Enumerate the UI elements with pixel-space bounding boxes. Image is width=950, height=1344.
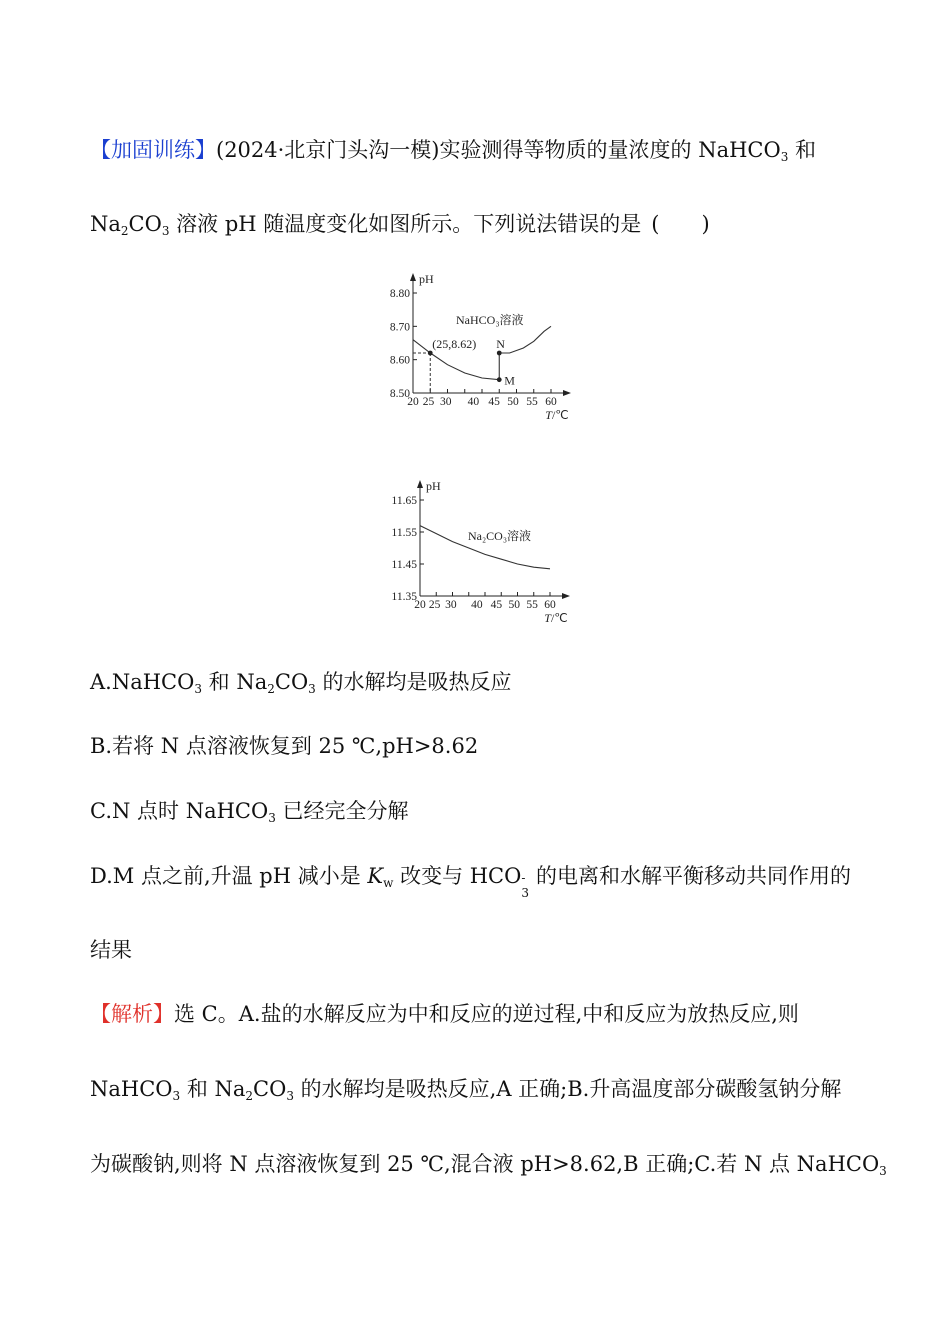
hco3-subscript: 3	[521, 886, 529, 900]
option-a-text-2: 和 Na	[201, 670, 268, 694]
nahco3-ph-chart	[375, 258, 580, 428]
x-tick-label: 45	[488, 396, 500, 408]
analysis-line-3	[90, 1149, 887, 1179]
x-tick-label: 30	[440, 396, 452, 408]
option-d-line-2	[90, 935, 870, 965]
x-tick-label: 50	[508, 599, 520, 611]
stem-text-2b: CO	[128, 212, 162, 236]
series-label-nahco3: NaHCO₃溶液	[456, 313, 524, 327]
analysis-text-1: 选 C。A.盐的水解反应为中和反应的逆过程,中和反应为放热反应,则	[174, 1002, 799, 1026]
x-axis-label: T/℃	[544, 611, 568, 625]
stem-text-1a: 实验测得等物质的量浓度的 NaHCO	[439, 138, 781, 162]
analysis-sub-2a: 3	[172, 1089, 181, 1103]
x-tick-label: 45	[490, 599, 503, 611]
point-label-n: N	[496, 337, 505, 351]
analysis-text-2d: 的水解均是吸热反应,A 正确;B.升高温度部分碳酸氢钠分解	[293, 1077, 842, 1101]
stem-sub-1: 3	[780, 150, 789, 164]
stem-sub-2a: 2	[120, 224, 129, 238]
hco3-superscript: -	[521, 871, 526, 885]
point-label-m: M	[504, 373, 515, 388]
x-tick-label: 60	[544, 599, 556, 611]
y-tick-label: 11.35	[391, 591, 417, 603]
y-tick-label: 8.80	[389, 288, 410, 300]
point-25-862	[428, 351, 433, 356]
option-a-text-3: CO	[274, 670, 309, 694]
option-c-sub-1: 3	[268, 811, 276, 825]
x-tick-label: 55	[526, 396, 538, 408]
analysis-text-2b: 和 Na	[180, 1077, 246, 1101]
option-c-text-1: C.N 点时 NaHCO	[90, 799, 269, 823]
x-axis-arrow	[562, 593, 570, 599]
x-axis-label: T/℃	[545, 408, 569, 422]
option-a-sub-2: 2	[267, 682, 275, 696]
analysis-line-1	[90, 999, 870, 1029]
analysis-sub-3a: 3	[879, 1164, 887, 1178]
option-a-text-1: A.NaHCO	[90, 670, 195, 694]
analysis-line-2	[90, 1074, 870, 1104]
option-d-text-2: 改变与 HCO	[393, 864, 522, 888]
question-source: (2024·北京门头沟一模)	[216, 138, 440, 162]
series-label-na2co3: Na₂CO₃溶液	[468, 529, 532, 543]
x-tick-label: 25	[422, 396, 435, 408]
x-tick-label: 20	[407, 396, 419, 408]
option-c-text-2: 已经完全分解	[275, 799, 409, 823]
analysis-tag: 【解析】	[90, 1002, 174, 1026]
stem-text-2c: 溶液 pH 随温度变化如图所示。下列说法错误的是	[169, 212, 642, 236]
question-stem-line-1	[90, 135, 870, 165]
x-axis-arrow	[563, 390, 571, 396]
point-m	[497, 377, 502, 382]
option-d-text-1: D.M 点之前,升温 pH 减小是	[90, 864, 368, 888]
option-b	[90, 731, 870, 761]
hco3-charge-stack	[521, 871, 529, 900]
option-d-line-1	[90, 861, 870, 900]
x-tick-label: 55	[526, 599, 538, 611]
option-a-sub-1: 3	[194, 682, 202, 696]
option-a-text-4: 的水解均是吸热反应	[315, 670, 512, 694]
y-axis-arrow	[417, 480, 423, 488]
option-d-text-3: 的电离和水解平衡移动共同作用的	[529, 864, 852, 888]
stem-text-1b: 和	[788, 138, 817, 162]
x-tick-label: 50	[507, 396, 519, 408]
option-a	[90, 667, 870, 697]
option-d-kw-sub: w	[383, 876, 394, 890]
option-d-text-4: 结果	[90, 938, 132, 962]
y-tick-label: 8.70	[389, 321, 410, 334]
y-tick-label: 11.45	[391, 559, 417, 571]
y-axis-arrow	[410, 273, 416, 281]
analysis-sub-2b: 2	[245, 1089, 254, 1103]
stem-sub-2b: 3	[161, 224, 170, 238]
data-curve-after-n	[499, 326, 551, 353]
x-tick-label: 60	[545, 396, 557, 408]
y-axis-label: pH	[419, 272, 434, 286]
analysis-text-2c: CO	[253, 1077, 287, 1101]
analysis-sub-2c: 3	[286, 1089, 294, 1103]
point-n	[497, 351, 502, 356]
option-d-kw: K	[367, 864, 384, 888]
answer-blank: ( )	[651, 212, 710, 236]
y-tick-label: 11.65	[391, 495, 417, 507]
x-tick-label: 40	[467, 396, 480, 408]
x-tick-label: 20	[414, 599, 426, 611]
analysis-text-2a: NaHCO	[90, 1077, 173, 1101]
analysis-text-3a: 为碳酸钠,则将 N 点溶液恢复到 25 ℃,混合液 pH>8.62,B 正确;C.若 N 点 NaHCO	[90, 1152, 880, 1176]
x-tick-label: 25	[428, 599, 441, 611]
y-tick-label: 11.55	[391, 527, 417, 539]
question-stem-line-2	[90, 209, 870, 239]
point-label-25-862: (25,8.62)	[432, 337, 477, 351]
na2co3-ph-chart	[375, 470, 580, 630]
option-c	[90, 796, 870, 826]
y-tick-label: 8.60	[389, 354, 410, 367]
y-tick-label: 8.50	[389, 388, 410, 400]
x-tick-label: 40	[471, 599, 483, 611]
stem-text-2a: Na	[90, 212, 121, 236]
y-axis-label: pH	[426, 479, 441, 493]
x-tick-label: 30	[445, 599, 457, 611]
practice-tag: 【加固训练】	[90, 138, 216, 162]
option-b-text: B.若将 N 点溶液恢复到 25 ℃,pH>8.62	[90, 734, 479, 758]
option-a-sub-3: 3	[308, 682, 316, 696]
